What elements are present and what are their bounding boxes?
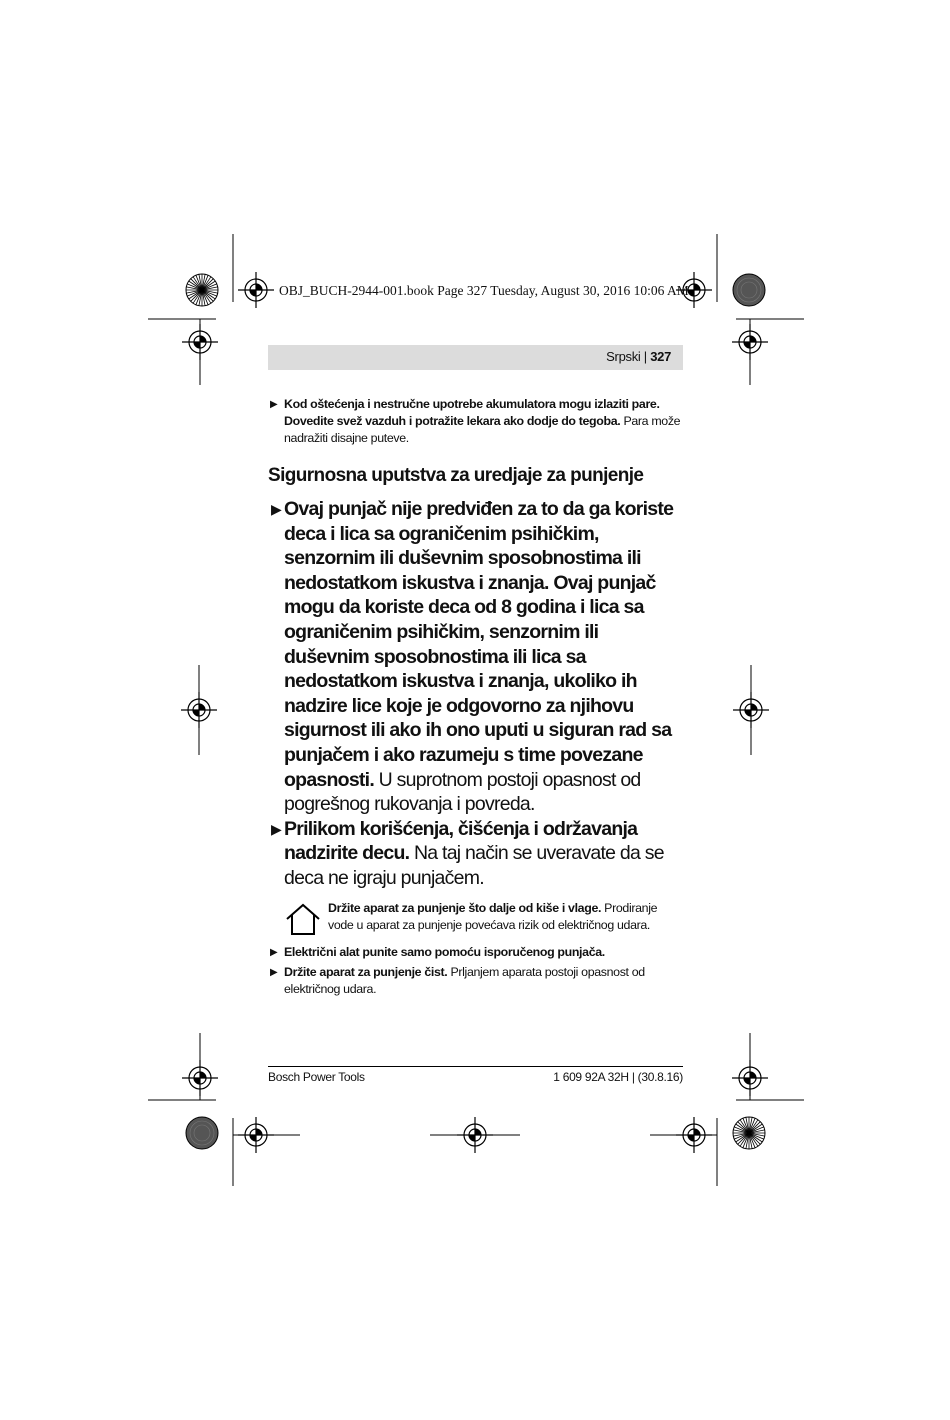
footer-publisher: Bosch Power Tools <box>268 1070 365 1084</box>
header-separator: | <box>640 349 651 364</box>
list-item <box>268 817 688 891</box>
footer-divider <box>268 1066 683 1067</box>
item-bold-text: Kod oštećenja i nestručne upotrebe akumulatora mogu izlaziti pare. Dovedite svež vazduh i potražite lekara ako dodje do tegoba. <box>284 397 660 428</box>
indoor-use-notice <box>284 900 684 934</box>
page-number: 327 <box>650 349 671 364</box>
item-text: Na taj način se uveravate da se deca ne igraju punjačem. <box>284 842 664 889</box>
page-header-text <box>606 349 671 364</box>
notice-bold-text: Držite aparat za punjenje što dalje od kiše i vlage. <box>328 901 602 915</box>
print-slug: OBJ_BUCH-2944-001.book Page 327 Tuesday, August 30, 2016 10:06 AM <box>279 283 689 298</box>
list-item <box>268 497 688 817</box>
bullet-icon: ▶ <box>270 947 278 958</box>
item-text: Para može nadražiti disajne puteve. <box>284 414 681 445</box>
list-item <box>268 964 688 998</box>
house-icon <box>284 902 322 936</box>
bottom-warning-list <box>268 944 688 998</box>
item-bold-text: Električni alat punite samo pomoću isporučenog punjača. <box>284 945 605 959</box>
list-item <box>268 944 688 961</box>
notice-normal-text: Prodiranje vode u aparat za punjenje povećava rizik od električnog udara. <box>328 901 658 932</box>
notice-text <box>328 900 684 934</box>
bullet-icon: ▶ <box>271 820 282 837</box>
header-language: Srpski <box>606 349 641 364</box>
big-warning-list <box>268 497 688 891</box>
item-text: Prljanjem aparata postoji opasnost od električnog udara. <box>284 965 645 996</box>
bullet-icon: ▶ <box>270 399 278 410</box>
bullet-icon: ▶ <box>270 967 278 978</box>
section-title: Sigurnosna uputstva za uredjaje za punjenje <box>268 465 644 486</box>
item-bold-text: Ovaj punjač nije predviđen za to da ga koriste deca i lica sa ograničenim psihičkim, senzornim ili duševnim sposobnostima ili nedostatkom iskustva i znanja. Ovaj punjač mogu da koriste deca od 8 godina i lica sa ograničenim psihičkim, senzornim ili duševnim sposobnostima ili lica sa nedostatkom iskustva i znanja, ukoliko ih nadzire lice koje je odgovorno za njihovu sigurnost ili ako ih ono uputi u siguran rad sa punjačem i ako razumeju s time povezane opasnosti. <box>284 498 674 791</box>
item-bold-text: Prilikom korišćenja, čišćenja i održavanja nadzirite decu. <box>284 817 638 865</box>
page-header <box>268 345 683 370</box>
bullet-icon: ▶ <box>271 501 282 517</box>
item-bold-text: Držite aparat za punjenje čist. <box>284 965 448 979</box>
item-text: U suprotnom postoji opasnost od pogrešnog rukovanja i povreda. <box>284 768 641 816</box>
top-warning-item <box>268 396 688 447</box>
list-item <box>268 396 688 447</box>
footer-doc-number: 1 609 92A 32H | (30.8.16) <box>553 1070 683 1084</box>
